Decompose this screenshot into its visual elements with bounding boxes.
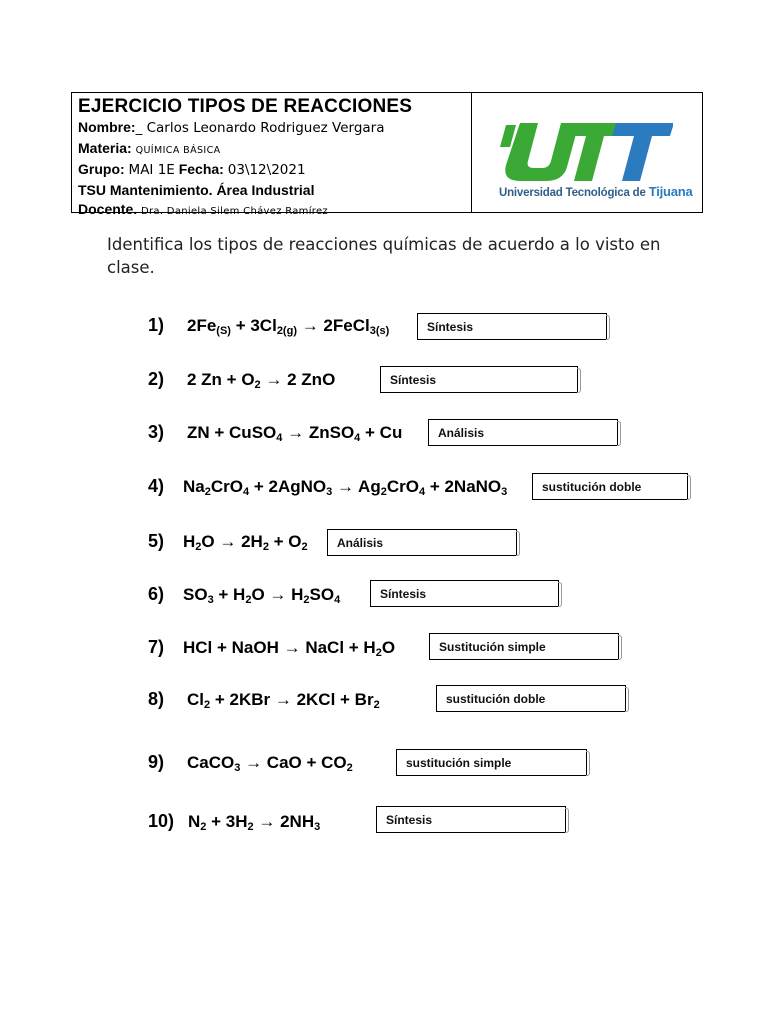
page-title: EJERCICIO TIPOS DE REACCIONES xyxy=(78,96,413,117)
reaction-equation: HCl + NaOH → NaCl + $H_2O$ xyxy=(183,638,396,659)
materia-label: Materia: xyxy=(78,139,132,156)
grupo-label: Grupo: xyxy=(78,161,125,177)
reaction-number: 6) xyxy=(148,584,165,604)
reaction-equation: $Cl_2 + 2KBr \to 2KCl + Br_2$ xyxy=(187,690,380,711)
logo-university: Universidad Tecnológica de xyxy=(499,187,646,199)
nombre-value: _ Carlos Leonardo Rodriguez Vergara xyxy=(135,120,385,136)
reaction-number: 5) xyxy=(148,531,165,551)
reaction-row-5 xyxy=(0,524,768,564)
reaction-equation: $N_2 + 3H_2 \to 2NH_3$ xyxy=(188,812,321,833)
reaction-row-8 xyxy=(0,682,768,722)
logo-area xyxy=(472,93,702,212)
instructions: Identifica los tipos de reacciones químicas de acuerdo a lo visto en clase. xyxy=(107,235,661,277)
reaction-row-6 xyxy=(0,577,768,617)
reaction-number: 9) xyxy=(148,752,165,772)
logo-caption xyxy=(499,184,693,199)
reaction-equation: CaCO$_3$ → CaO + $CO_2$ xyxy=(187,753,353,774)
answer-box[interactable]: sustitución doble xyxy=(532,473,688,500)
reaction-row-10 xyxy=(0,804,768,844)
tsu-line xyxy=(78,181,465,201)
docente-label: Docente. xyxy=(78,201,138,217)
answer-box[interactable]: Análisis xyxy=(428,419,618,446)
reaction-row-9 xyxy=(0,745,768,785)
reaction-equation: $Na_2CrO_4$ + 2AgNO$_3$ → $Ag_2CrO_4$ + 2NaNO$_3$ xyxy=(183,477,508,498)
answer-box[interactable]: Síntesis xyxy=(376,806,566,833)
reaction-number: 8) xyxy=(148,689,165,709)
utt-logo xyxy=(498,121,673,183)
nombre-label: Nombre: xyxy=(78,119,136,135)
nombre-line xyxy=(78,118,465,139)
reaction-row-2 xyxy=(0,362,768,402)
reaction-equation: ZN + CuSO$_4$ → ZnSO$_4$ + Cu xyxy=(187,423,403,444)
grupo-line xyxy=(78,160,465,181)
answer-box[interactable]: Síntesis xyxy=(370,580,559,607)
header-table xyxy=(71,92,703,217)
answer-box[interactable]: Síntesis xyxy=(417,313,607,340)
fecha-label: Fecha: xyxy=(178,161,224,177)
answer-box[interactable]: Sustitución simple xyxy=(429,633,619,660)
student-info xyxy=(72,93,472,217)
reaction-number: 2) xyxy=(148,369,165,389)
tsu-text: TSU Mantenimiento. Área Industrial xyxy=(78,181,315,198)
answer-box[interactable]: Síntesis xyxy=(380,366,578,393)
materia-value: QUÍMICA BÁSICA xyxy=(135,144,221,156)
reaction-row-7 xyxy=(0,630,768,670)
grupo-value: MAI 1E xyxy=(128,162,175,178)
reaction-number: 10) xyxy=(148,811,175,831)
materia-line xyxy=(78,139,465,161)
reaction-number: 3) xyxy=(148,422,165,442)
docente-value: Dra. Daniela Silem Chávez Ramírez xyxy=(141,206,328,217)
answer-box[interactable]: sustitución simple xyxy=(396,749,587,776)
fecha-value: 03\12\2021 xyxy=(227,162,306,178)
reaction-row-4 xyxy=(0,469,768,509)
reaction-number: 1) xyxy=(148,315,165,335)
logo-city: Tijuana xyxy=(648,184,693,199)
reaction-equation: $2Fe_{(S)} + 3Cl_{2(g)}$ → 2FeCl$_{3(s)}$ xyxy=(187,316,390,337)
answer-box[interactable]: Análisis xyxy=(327,529,517,556)
reaction-equation: $SO_3 + H_2O \to H_2SO_4$ xyxy=(183,585,341,606)
reaction-number: 4) xyxy=(148,476,165,496)
docente-line xyxy=(78,200,465,222)
reaction-row-1 xyxy=(0,308,768,348)
reaction-equation: 2 $Zn + O_2 \to 2$ ZnO xyxy=(187,370,336,391)
reaction-number: 7) xyxy=(148,637,165,657)
answer-box[interactable]: sustitución doble xyxy=(436,685,626,712)
reaction-row-3 xyxy=(0,415,768,455)
reaction-equation: $H_2O \to 2H_2 + O_2$ xyxy=(183,532,308,553)
